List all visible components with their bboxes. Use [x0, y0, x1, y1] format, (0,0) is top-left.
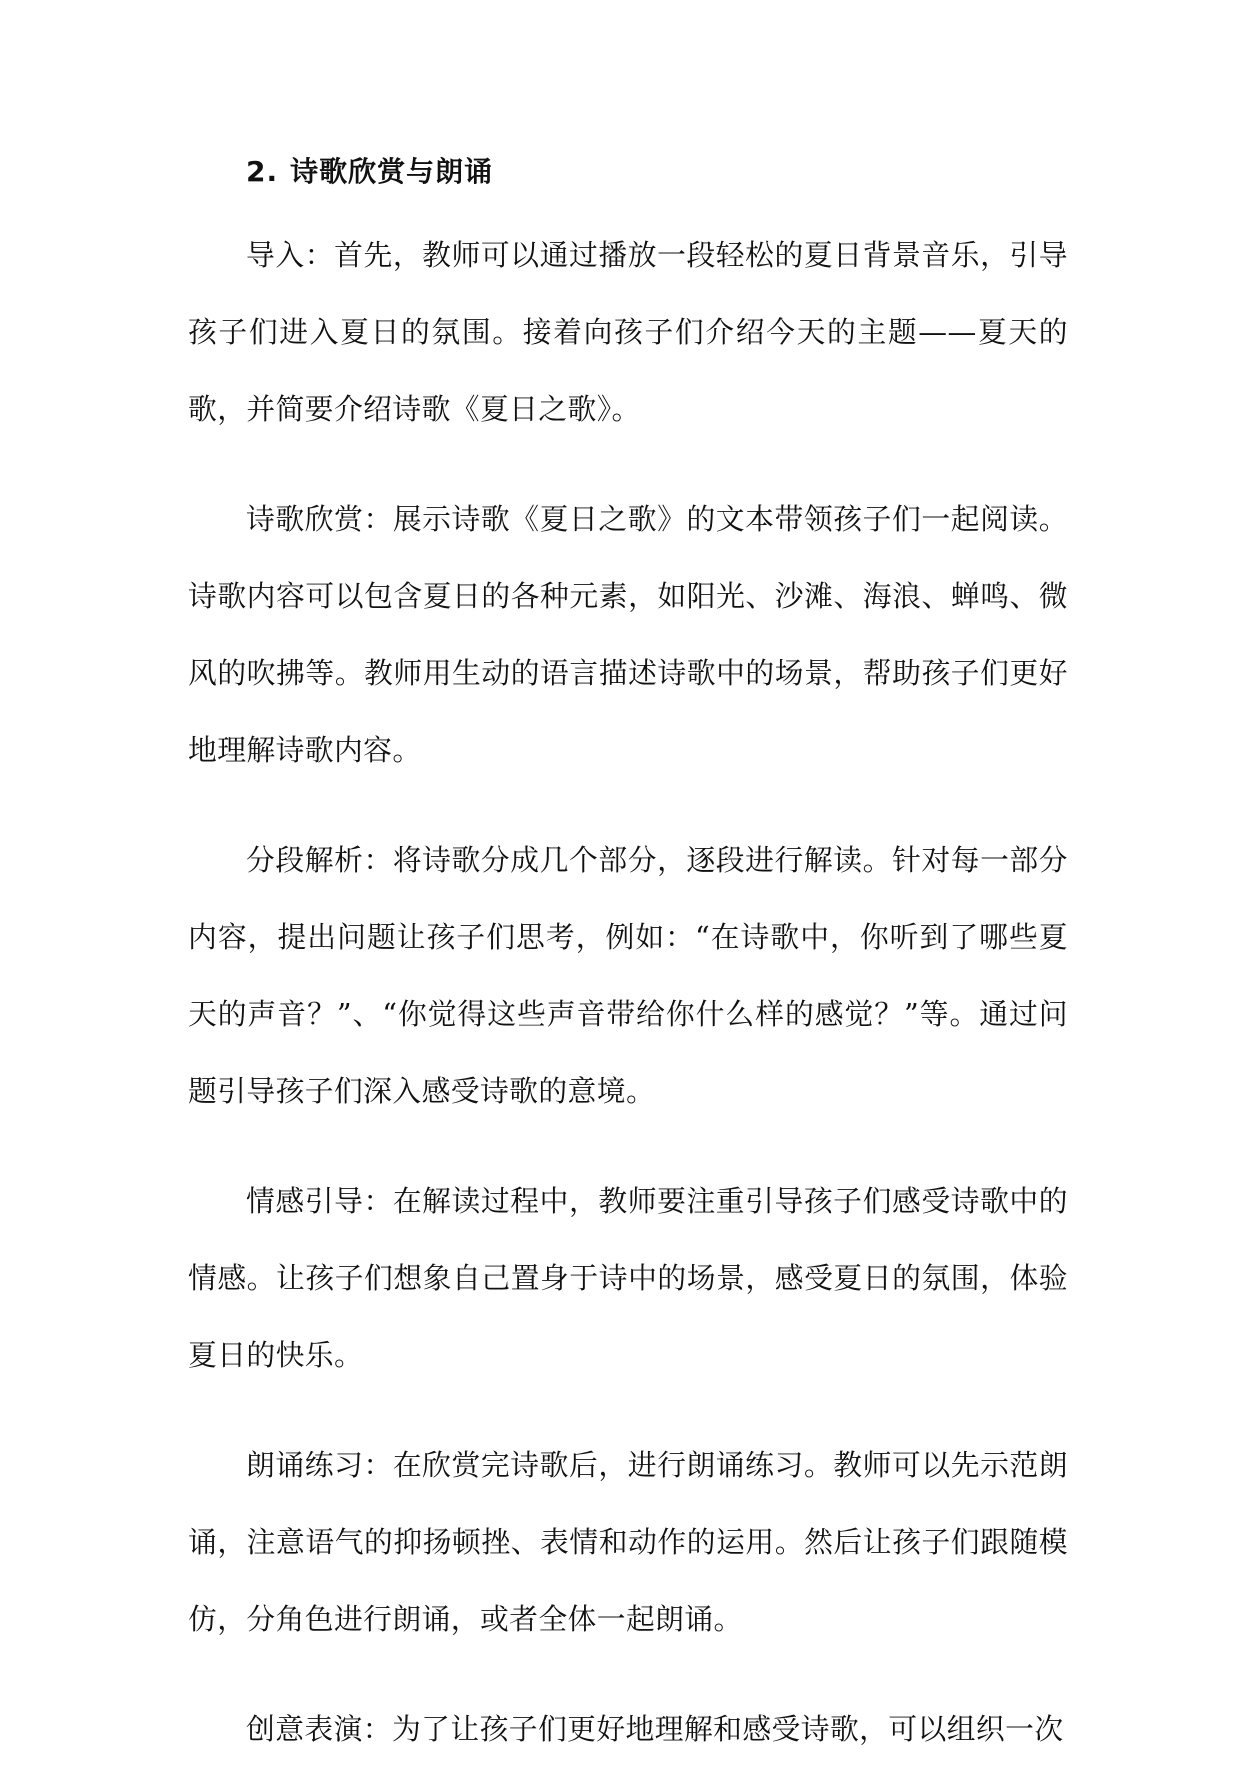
paragraph-recitation-practice: 朗诵练习：在欣赏完诗歌后，进行朗诵练习。教师可以先示范朗诵，注意语气的抑扬顿挫、表情和动作的运用。然后让孩子们跟随模仿，分角色进行朗诵，或者全体一起朗诵。: [188, 1448, 1068, 1636]
paragraph-poem-appreciation: 诗歌欣赏：展示诗歌《夏日之歌》的文本带领孩子们一起阅读。诗歌内容可以包含夏日的各种元素，如阳光、沙滩、海浪、蝉鸣、微风的吹拂等。教师用生动的语言描述诗歌中的场景，帮助孩子们更好地理解诗歌内容。: [188, 502, 1068, 767]
section-heading: [188, 150, 1068, 194]
section-title: 诗歌欣赏与朗诵: [290, 155, 494, 188]
paragraph-creative-performance: 创意表演：为了让孩子们更好地理解和感受诗歌，可以组织一次: [246, 1712, 1064, 1746]
section-number: 2.: [246, 155, 279, 188]
paragraph-section-analysis: 分段解析：将诗歌分成几个部分，逐段进行解读。针对每一部分内容，提出问题让孩子们思考，例如：“在诗歌中，你听到了哪些夏天的声音？”、“你觉得这些声音带给你什么样的感觉？”等。通过问题引导孩子们深入感受诗歌的意境。: [188, 843, 1068, 1108]
paragraph-intro: 导入：首先，教师可以通过播放一段轻松的夏日背景音乐，引导孩子们进入夏日的氛围。接着向孩子们介绍今天的主题——夏天的歌，并简要介绍诗歌《夏日之歌》。: [188, 238, 1068, 426]
paragraph-emotional-guidance: 情感引导：在解读过程中，教师要注重引导孩子们感受诗歌中的情感。让孩子们想象自己置身于诗中的场景，感受夏日的氛围，体验夏日的快乐。: [188, 1184, 1068, 1372]
page-content: [188, 150, 1068, 1768]
